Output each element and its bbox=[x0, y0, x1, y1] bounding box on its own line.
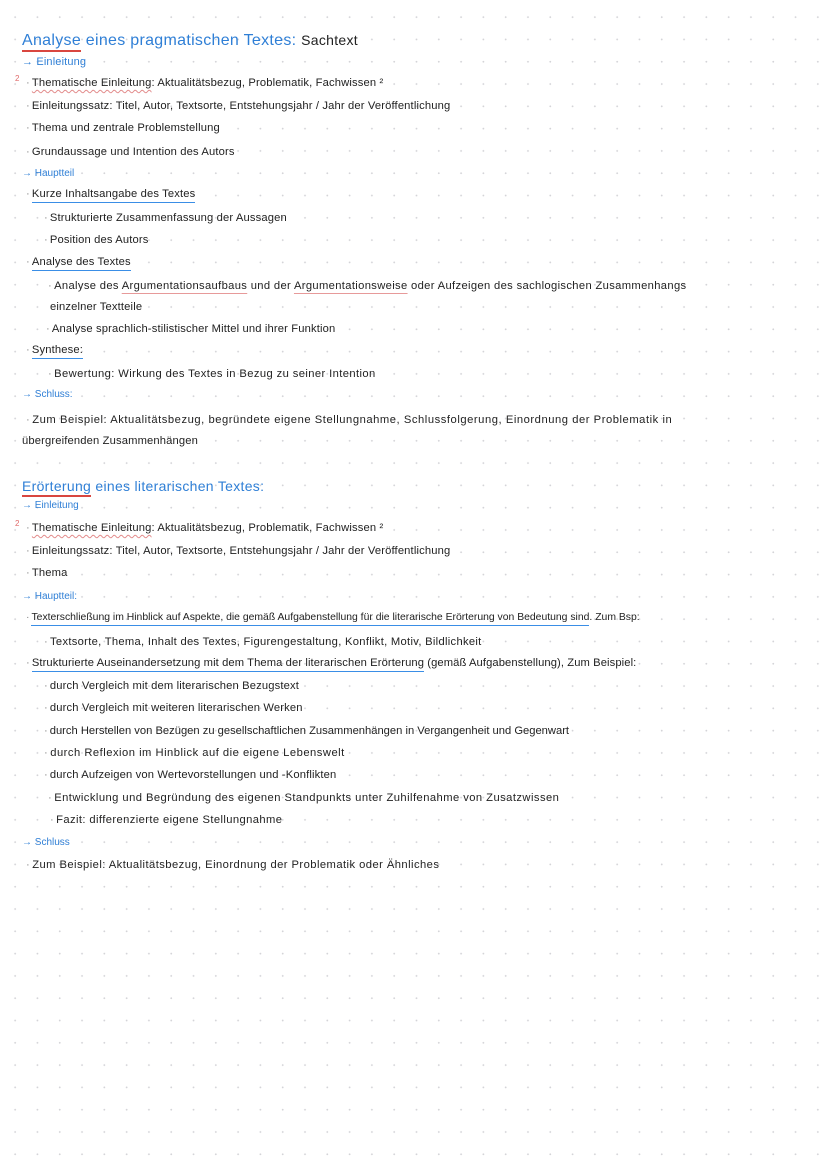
bullet: · bbox=[48, 792, 53, 804]
subheading: Strukturierte Auseinandersetzung mit dem Thema der literarischen Erörterung bbox=[32, 657, 424, 672]
title-rest: eines pragmatischen Textes: bbox=[85, 32, 297, 49]
heading-schluss: → Schluss: bbox=[22, 389, 73, 400]
item-text: Textsorte, Thema, Inhalt des Textes, Figurengestaltung, Konflikt, Motiv, Bildlichkeit bbox=[50, 636, 482, 648]
list-item bbox=[26, 121, 220, 135]
subheading: Synthese: bbox=[32, 344, 83, 359]
bullet: · bbox=[44, 234, 48, 246]
bullet: · bbox=[44, 212, 48, 224]
bullet: · bbox=[26, 545, 30, 557]
list-item bbox=[48, 791, 559, 805]
bullet: · bbox=[26, 657, 30, 669]
subheading: Kurze Inhaltsangabe des Textes bbox=[32, 188, 196, 203]
item-text: durch Aufzeigen von Wertevorstellungen und -Konflikten bbox=[49, 769, 337, 781]
subheading: Analyse des Textes bbox=[32, 256, 131, 271]
list-item bbox=[26, 76, 383, 90]
heading-einleitung: → Einleitung bbox=[22, 56, 87, 68]
list-item bbox=[26, 145, 235, 159]
list-item bbox=[44, 679, 299, 693]
bullet: · bbox=[26, 567, 30, 579]
list-item bbox=[44, 211, 287, 225]
item-text: : Aktualitätsbezug, Problematik, Fachwissen ² bbox=[151, 77, 384, 89]
list-item bbox=[48, 279, 686, 293]
bullet: · bbox=[26, 77, 30, 89]
list-item bbox=[44, 724, 569, 738]
item-text: Position des Autors bbox=[49, 234, 149, 246]
heading-hauptteil: → Hauptteil: bbox=[22, 591, 78, 602]
bullet: · bbox=[44, 702, 48, 714]
list-item bbox=[26, 99, 450, 113]
item-text: Thema und zentrale Problemstellung bbox=[31, 122, 220, 134]
bullet: · bbox=[26, 344, 30, 356]
bullet: · bbox=[26, 256, 30, 268]
bullet: · bbox=[44, 680, 48, 692]
list-item bbox=[44, 768, 336, 782]
bullet: · bbox=[26, 100, 30, 112]
item-text: und der bbox=[247, 280, 294, 292]
bullet: · bbox=[26, 414, 31, 426]
item-text: durch Herstellen von Bezügen zu gesellschaftlichen Zusammenhängen in Vergangenheit und Gegenwart bbox=[49, 725, 570, 737]
list-item bbox=[44, 701, 303, 715]
heading-schluss: → Schluss bbox=[22, 837, 70, 848]
bullet: · bbox=[26, 859, 31, 871]
list-item bbox=[44, 746, 345, 760]
item-text: Bewertung: Wirkung des Textes in Bezug zu seiner Intention bbox=[54, 368, 376, 380]
bullet: · bbox=[44, 725, 48, 737]
list-item bbox=[26, 858, 439, 872]
item-text: Grundaussage und Intention des Autors bbox=[31, 146, 235, 158]
margin-number: 2 bbox=[15, 74, 20, 83]
bullet: · bbox=[26, 188, 30, 200]
item-text: Zum Beispiel: Aktualitätsbezug, begründete eigene Stellungnahme, Schlussfolgerung, Einordnung der Problematik in bbox=[32, 414, 673, 426]
item-text: Analyse des bbox=[54, 280, 122, 292]
underlined-term: Argumentationsaufbaus bbox=[121, 280, 248, 292]
item-text: Strukturierte Zusammenfassung der Aussagen bbox=[49, 212, 287, 224]
list-item bbox=[44, 635, 482, 649]
list-item bbox=[44, 233, 149, 247]
heading-hauptteil: → Hauptteil bbox=[22, 168, 75, 179]
item-text: . Zum Bsp: bbox=[589, 612, 640, 623]
list-item bbox=[26, 343, 83, 357]
item-text: Einleitungssatz: Titel, Autor, Textsorte, Entstehungsjahr / Jahr der Veröffentlichung bbox=[31, 545, 451, 557]
item-text: oder Aufzeigen des sachlogischen Zusammenhangs bbox=[407, 280, 687, 292]
item-text: durch Reflexion im Hinblick auf die eigene Lebenswelt bbox=[50, 747, 345, 759]
list-item bbox=[26, 255, 131, 269]
item-text: Analyse sprachlich-stilistischer Mittel und ihrer Funktion bbox=[51, 323, 336, 335]
underlined-term: Thematische Einleitung bbox=[31, 522, 152, 534]
item-text: Fazit: differenzierte eigene Stellungnahme bbox=[56, 814, 283, 826]
bullet: · bbox=[26, 146, 30, 158]
bullet: · bbox=[26, 122, 30, 134]
bullet: · bbox=[48, 280, 53, 292]
item-text: durch Vergleich mit weiteren literarischen Werken bbox=[49, 702, 303, 714]
list-item bbox=[26, 566, 67, 580]
subheading: Texterschließung im Hinblick auf Aspekte, die gemäß Aufgabenstellung für die literarische Erörterung von Bedeutung sind bbox=[31, 612, 589, 626]
item-text: Thema bbox=[31, 567, 68, 579]
list-item bbox=[26, 656, 636, 670]
list-item bbox=[26, 521, 383, 535]
bullet: · bbox=[26, 612, 30, 623]
list-item bbox=[26, 187, 195, 201]
list-item bbox=[50, 813, 282, 827]
underlined-term: Argumentationsweise bbox=[293, 280, 408, 292]
list-item-continuation: übergreifenden Zusammenhängen bbox=[22, 435, 199, 447]
heading-einleitung: → Einleitung bbox=[22, 500, 79, 511]
margin-number: 2 bbox=[15, 519, 20, 528]
title-main: Analyse bbox=[22, 32, 81, 52]
bullet: · bbox=[44, 769, 48, 781]
section-title-analyse bbox=[22, 30, 358, 51]
item-text: : Aktualitätsbezug, Problematik, Fachwissen ² bbox=[151, 522, 384, 534]
item-text: (gemäß Aufgabenstellung), Zum Beispiel: bbox=[424, 657, 637, 669]
title-main: Erörterung bbox=[22, 478, 91, 497]
bullet: · bbox=[44, 636, 49, 648]
bullet: · bbox=[46, 323, 50, 335]
bullet: · bbox=[48, 368, 53, 380]
list-item bbox=[48, 367, 376, 381]
underlined-term: Thematische Einleitung bbox=[31, 77, 152, 89]
bullet: · bbox=[44, 747, 49, 759]
list-item-continuation: einzelner Textteile bbox=[50, 301, 143, 313]
list-item bbox=[26, 413, 672, 427]
bullet: · bbox=[50, 814, 55, 826]
list-item bbox=[26, 611, 640, 625]
item-text: Einleitungssatz: Titel, Autor, Textsorte, Entstehungsjahr / Jahr der Veröffentlichung bbox=[31, 100, 451, 112]
list-item bbox=[46, 322, 335, 336]
list-item bbox=[26, 544, 450, 558]
title-rest: eines literarischen Textes: bbox=[95, 478, 265, 494]
bullet: · bbox=[26, 522, 30, 534]
item-text: Zum Beispiel: Aktualitätsbezug, Einordnung der Problematik oder Ähnliches bbox=[32, 859, 440, 871]
item-text: durch Vergleich mit dem literarischen Bezugstext bbox=[49, 680, 299, 692]
section-title-eroerterung bbox=[22, 476, 264, 496]
item-text: Entwicklung und Begründung des eigenen Standpunkts unter Zuhilfenahme von Zusatzwissen bbox=[54, 792, 560, 804]
title-suffix: Sachtext bbox=[301, 32, 359, 48]
